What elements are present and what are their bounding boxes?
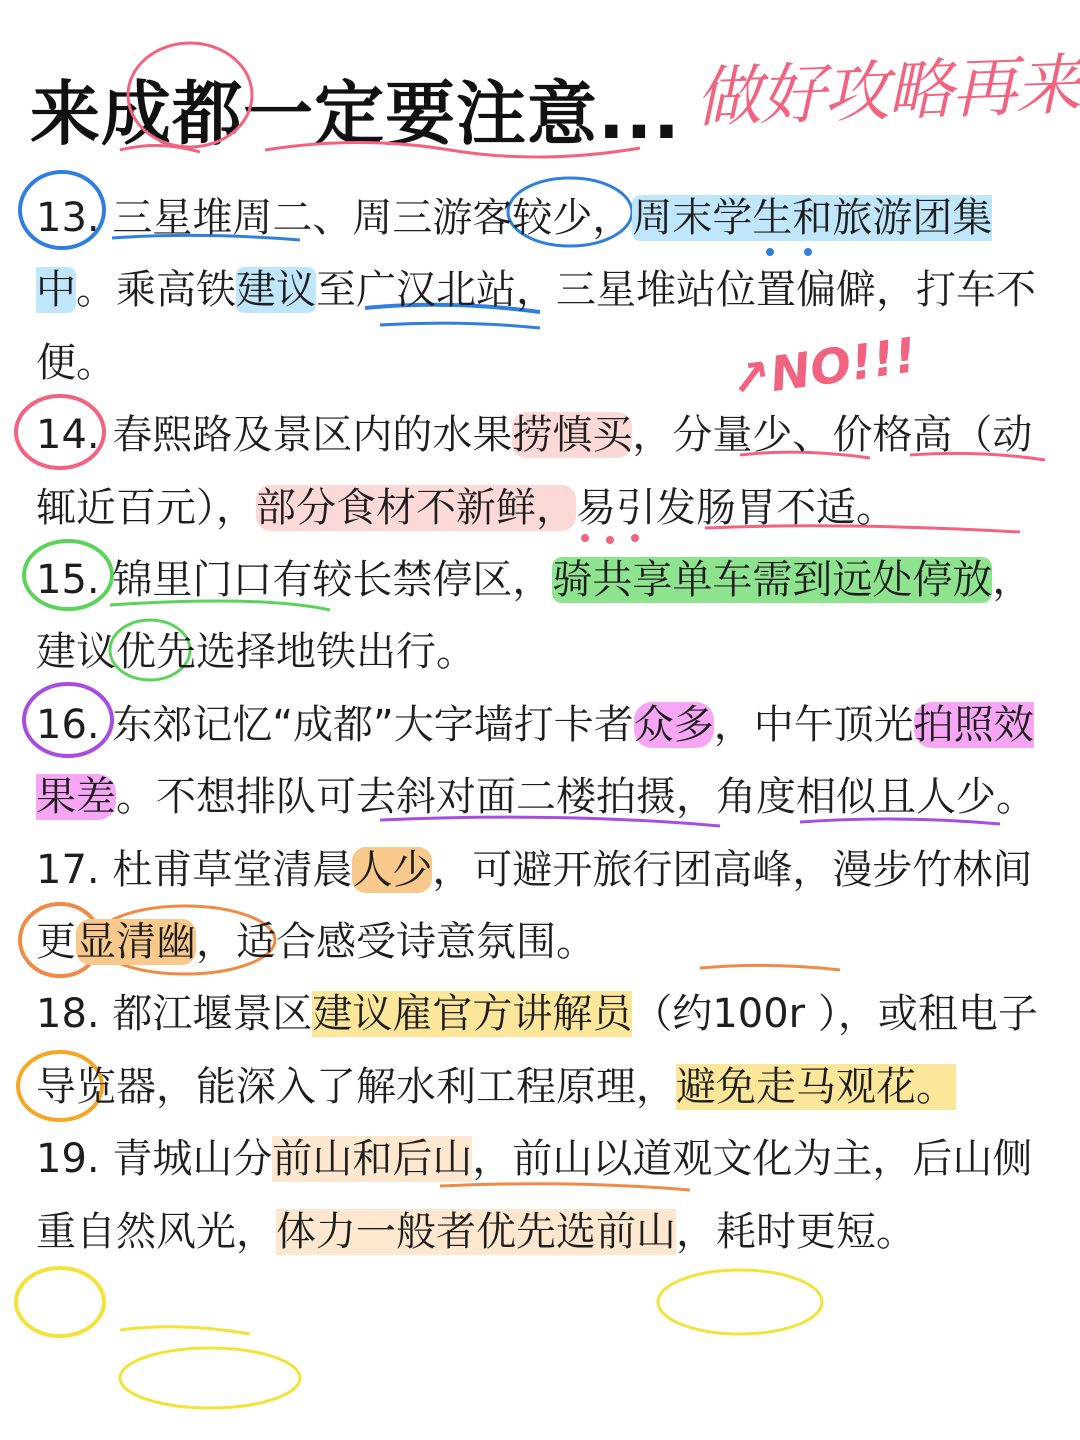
note-text: 。乘高铁: [76, 267, 236, 314]
note-text: ，建议优先选择地铁出行。: [36, 557, 1033, 676]
page-title: 来成都一定要注意...: [30, 73, 681, 155]
note-text: 13.: [36, 195, 113, 241]
note-highlight: 建议: [236, 267, 316, 314]
note-text: ，可避开旅行团高峰，漫步竹林间更: [36, 846, 1033, 966]
note-text: 14. 春熙路及景区内的水果: [36, 412, 513, 459]
note-highlight: 部分食材不新鲜，: [256, 484, 576, 531]
note-text: 易引发肠胃不适。: [576, 484, 896, 531]
note-item-18: [36, 978, 1050, 1123]
note-text: 15. 锦里门口有较长禁停区，: [36, 557, 553, 604]
item19-word-circle2: [120, 1348, 300, 1408]
note-highlight: 捞慎买: [512, 412, 633, 459]
note-item-15: [36, 544, 1050, 689]
note-text: 。不想排队可去斜对面二楼拍摄，角度相似且人少。: [116, 774, 1036, 821]
item19-word-circle: [658, 1270, 822, 1334]
note-highlight: 众多: [633, 701, 714, 748]
note-item-13: [36, 182, 1050, 399]
note-text: ，中午顶光: [713, 701, 914, 748]
note-item-16: [36, 689, 1050, 834]
note-item-14: [36, 399, 1050, 544]
note-text: 17. 杜甫草堂清晨: [36, 846, 353, 893]
note-highlight: 体力一般者优先选前山: [276, 1208, 676, 1255]
note-text: ，适合感受诗意氛围。: [196, 919, 596, 966]
handwritten-scrawl: 做好攻略再来: [693, 46, 1080, 137]
note-highlight: 周末学生和旅游团集中: [36, 195, 993, 314]
item19-number-circle: [16, 1268, 104, 1336]
note-text: ，分量少、价格高（动辄近百元），: [36, 412, 1033, 531]
note-highlight: 人少: [352, 846, 433, 893]
note-text: 18. 都江堰景区: [36, 991, 313, 1038]
note-item-19: [36, 1123, 1050, 1268]
note-text: 19. 青城山分: [36, 1136, 273, 1183]
note-highlight: 避免走马观花。: [676, 1063, 956, 1110]
note-highlight: 骑共享单车需到远处停放: [552, 557, 993, 604]
notes-body: [36, 182, 1050, 1268]
note-text: 三星堆周二、周三游客较少，: [112, 195, 633, 241]
note-text: ，耗时更短。: [676, 1208, 916, 1255]
note-text: 16. 东郊记忆“成都”大字墙打卡者: [36, 701, 634, 748]
note-text: （约100r ），或租电子导览器，能深入了解水利工程原理，: [36, 991, 1038, 1110]
note-text: 至广汉北站，三星堆站位置偏僻，打车不便。: [36, 267, 1036, 386]
note-item-17: [36, 834, 1050, 979]
note-highlight: 建议雇官方讲解员: [312, 991, 633, 1038]
note-highlight: 前山和后山: [272, 1136, 473, 1183]
note-highlight: 显清幽: [76, 919, 196, 966]
note-text: ，前山以道观文化为主，后山侧重自然风光，: [36, 1136, 1033, 1255]
no-annotation: ↗NO!!!: [727, 327, 920, 409]
item19-underline: [120, 1327, 250, 1334]
note-highlight: 拍照效果差: [36, 701, 1034, 821]
